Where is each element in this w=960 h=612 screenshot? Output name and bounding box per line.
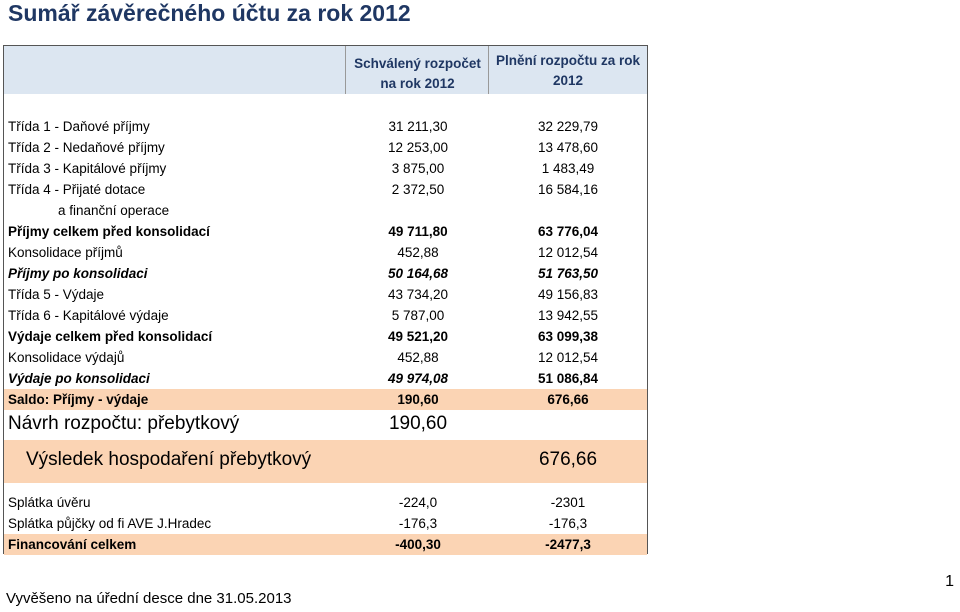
row-approved-value: -224,0 xyxy=(398,495,438,510)
row-approved-value: 12 253,00 xyxy=(387,140,449,155)
row-approved-value: 3 875,00 xyxy=(391,161,445,176)
header-approved-budget xyxy=(346,54,489,94)
row-approved-value: 49 521,20 xyxy=(387,329,449,344)
row-label: Návrh rozpočtu: přebytkový xyxy=(8,413,240,434)
table-row xyxy=(4,263,647,284)
table-row xyxy=(4,116,647,137)
row-label: Splátka půjčky od fi AVE J.Hradec xyxy=(8,516,212,531)
header-approved-line1: Schválený rozpočet xyxy=(354,56,481,71)
row-fulfilment-value: 12 012,54 xyxy=(537,350,599,365)
row-approved-value: 49 711,80 xyxy=(388,224,448,239)
table-row-financing-total xyxy=(4,534,647,555)
table-header xyxy=(4,46,647,94)
row-label: a finanční operace xyxy=(58,203,170,218)
header-approved-line2: na rok 2012 xyxy=(380,76,455,91)
row-label: Třída 5 - Výdaje xyxy=(8,287,105,302)
budget-summary-table xyxy=(3,45,648,554)
table-row xyxy=(4,326,647,347)
row-fulfilment-value: 13 478,60 xyxy=(537,140,599,155)
table-row xyxy=(4,242,647,263)
row-approved-value: 452,88 xyxy=(397,350,439,365)
result-row xyxy=(4,440,647,483)
row-label: Saldo: Příjmy - výdaje xyxy=(8,392,149,407)
row-fulfilment-value: 13 942,55 xyxy=(537,308,599,323)
row-label: Příjmy celkem před konsolidací xyxy=(8,224,210,239)
row-label: Financování celkem xyxy=(8,537,137,552)
row-label: Třída 6 - Kapitálové výdaje xyxy=(8,308,169,323)
header-fulfilment-line1: Plnění rozpočtu za rok xyxy=(495,53,641,68)
row-approved-value: 50 164,68 xyxy=(387,266,449,281)
table-row xyxy=(4,347,647,368)
row-fulfilment-value: -176,3 xyxy=(548,516,588,531)
row-approved-value: 190,60 xyxy=(388,413,448,434)
page-title: Sumář závěrečného účtu za rok 2012 xyxy=(8,0,411,26)
header-label-cell xyxy=(4,46,346,94)
row-fulfilment-value: -2301 xyxy=(550,495,586,510)
table-row xyxy=(4,368,647,389)
table-row xyxy=(4,158,647,179)
table-row xyxy=(4,513,647,534)
row-approved-value: 190,60 xyxy=(397,392,439,407)
row-approved-value: 31 211,30 xyxy=(388,119,448,134)
row-label: Konsolidace výdajů xyxy=(8,350,125,365)
row-label: Třída 2 - Nedaňové příjmy xyxy=(8,140,165,155)
table-row xyxy=(4,305,647,326)
row-fulfilment-value: -2477,3 xyxy=(545,537,591,552)
table-row xyxy=(4,492,647,513)
table-row-proposal xyxy=(4,412,647,436)
row-approved-value: 452,88 xyxy=(397,245,439,260)
row-fulfilment-value: 63 099,38 xyxy=(537,329,599,344)
row-label: Výdaje celkem před konsolidací xyxy=(8,329,213,344)
table-row xyxy=(4,179,647,200)
row-approved-value: -400,30 xyxy=(395,537,441,552)
header-budget-fulfilment xyxy=(489,51,647,91)
table-row xyxy=(4,284,647,305)
table-row xyxy=(4,221,647,242)
page-number: 1 xyxy=(945,573,954,590)
row-fulfilment-value: 51 086,84 xyxy=(537,371,599,386)
result-label: Výsledek hospodaření přebytkový xyxy=(26,449,312,470)
row-fulfilment-value: 12 012,54 xyxy=(537,245,599,260)
row-fulfilment-value: 63 776,04 xyxy=(537,224,599,239)
row-label: Třída 4 - Přijaté dotace xyxy=(8,182,146,197)
row-label: Splátka úvěru xyxy=(8,495,91,510)
result-empty-cell xyxy=(346,440,489,483)
row-fulfilment-value: 1 483,49 xyxy=(541,161,595,176)
table-row xyxy=(4,200,647,221)
row-label: Konsolidace příjmů xyxy=(8,245,123,260)
posting-note: Vyvěšeno na úřední desce dne 31.05.2013 xyxy=(6,590,292,607)
row-label: Příjmy po konsolidaci xyxy=(8,266,148,281)
row-approved-value: 5 787,00 xyxy=(391,308,445,323)
row-label: Třída 3 - Kapitálové příjmy xyxy=(8,161,167,176)
result-value: 676,66 xyxy=(538,449,598,470)
row-approved-value: 49 974,08 xyxy=(387,371,449,386)
header-fulfilment-line2: 2012 xyxy=(552,73,584,88)
row-fulfilment-value: 676,66 xyxy=(547,392,589,407)
row-fulfilment-value: 51 763,50 xyxy=(537,266,599,281)
table-row xyxy=(4,137,647,158)
row-approved-value: 2 372,50 xyxy=(391,182,445,197)
row-fulfilment-value: 32 229,79 xyxy=(537,119,599,134)
row-label: Výdaje po konsolidaci xyxy=(8,371,150,386)
row-fulfilment-value: 16 584,16 xyxy=(537,182,599,197)
row-label: Třída 1 - Daňové příjmy xyxy=(8,119,150,134)
table-row-saldo xyxy=(4,389,647,410)
row-fulfilment-value: 49 156,83 xyxy=(537,287,599,302)
row-approved-value: 43 734,20 xyxy=(387,287,449,302)
row-approved-value: -176,3 xyxy=(398,516,438,531)
